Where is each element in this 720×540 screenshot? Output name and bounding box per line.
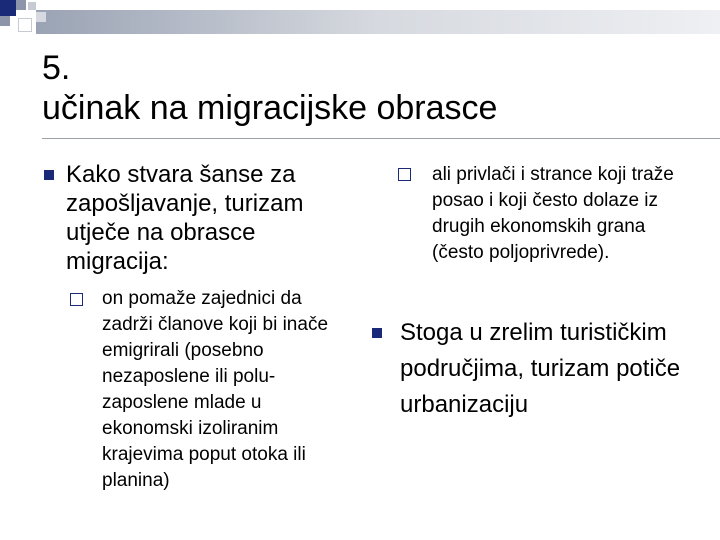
left-sub-point: on pomaže zajednici da zadrži članove koji bi inače emigrirali (posebno nezaposlene ili polu-zaposlene mlade u ekonomski izoliranim krajevima poput otoka ili planina) [102, 288, 329, 491]
title-divider [42, 138, 720, 139]
bullet-checkbox-icon [398, 168, 411, 181]
bullet-square-icon [44, 170, 54, 180]
slide-title [42, 48, 497, 128]
right-sub-point: ali privlači i strance koji traže posao i koji često dolaze iz drugih ekonomskih grana (često poljoprivrede). [432, 164, 674, 263]
right-main-point: Stoga u zrelim turističkim područjima, turizam potiče urbanizaciju [400, 319, 681, 418]
bullet-square-icon [372, 328, 382, 338]
left-main-point: Kako stvara šanse za zapošljavanje, turizam utječe na obrasce migracija: [66, 161, 304, 275]
title-number: 5. [42, 49, 71, 87]
bullet-checkbox-icon [70, 293, 83, 306]
header-decoration [0, 0, 720, 34]
title-text: učinak na migracijske obrasce [42, 89, 498, 127]
corner-squares-decoration [0, 0, 60, 40]
